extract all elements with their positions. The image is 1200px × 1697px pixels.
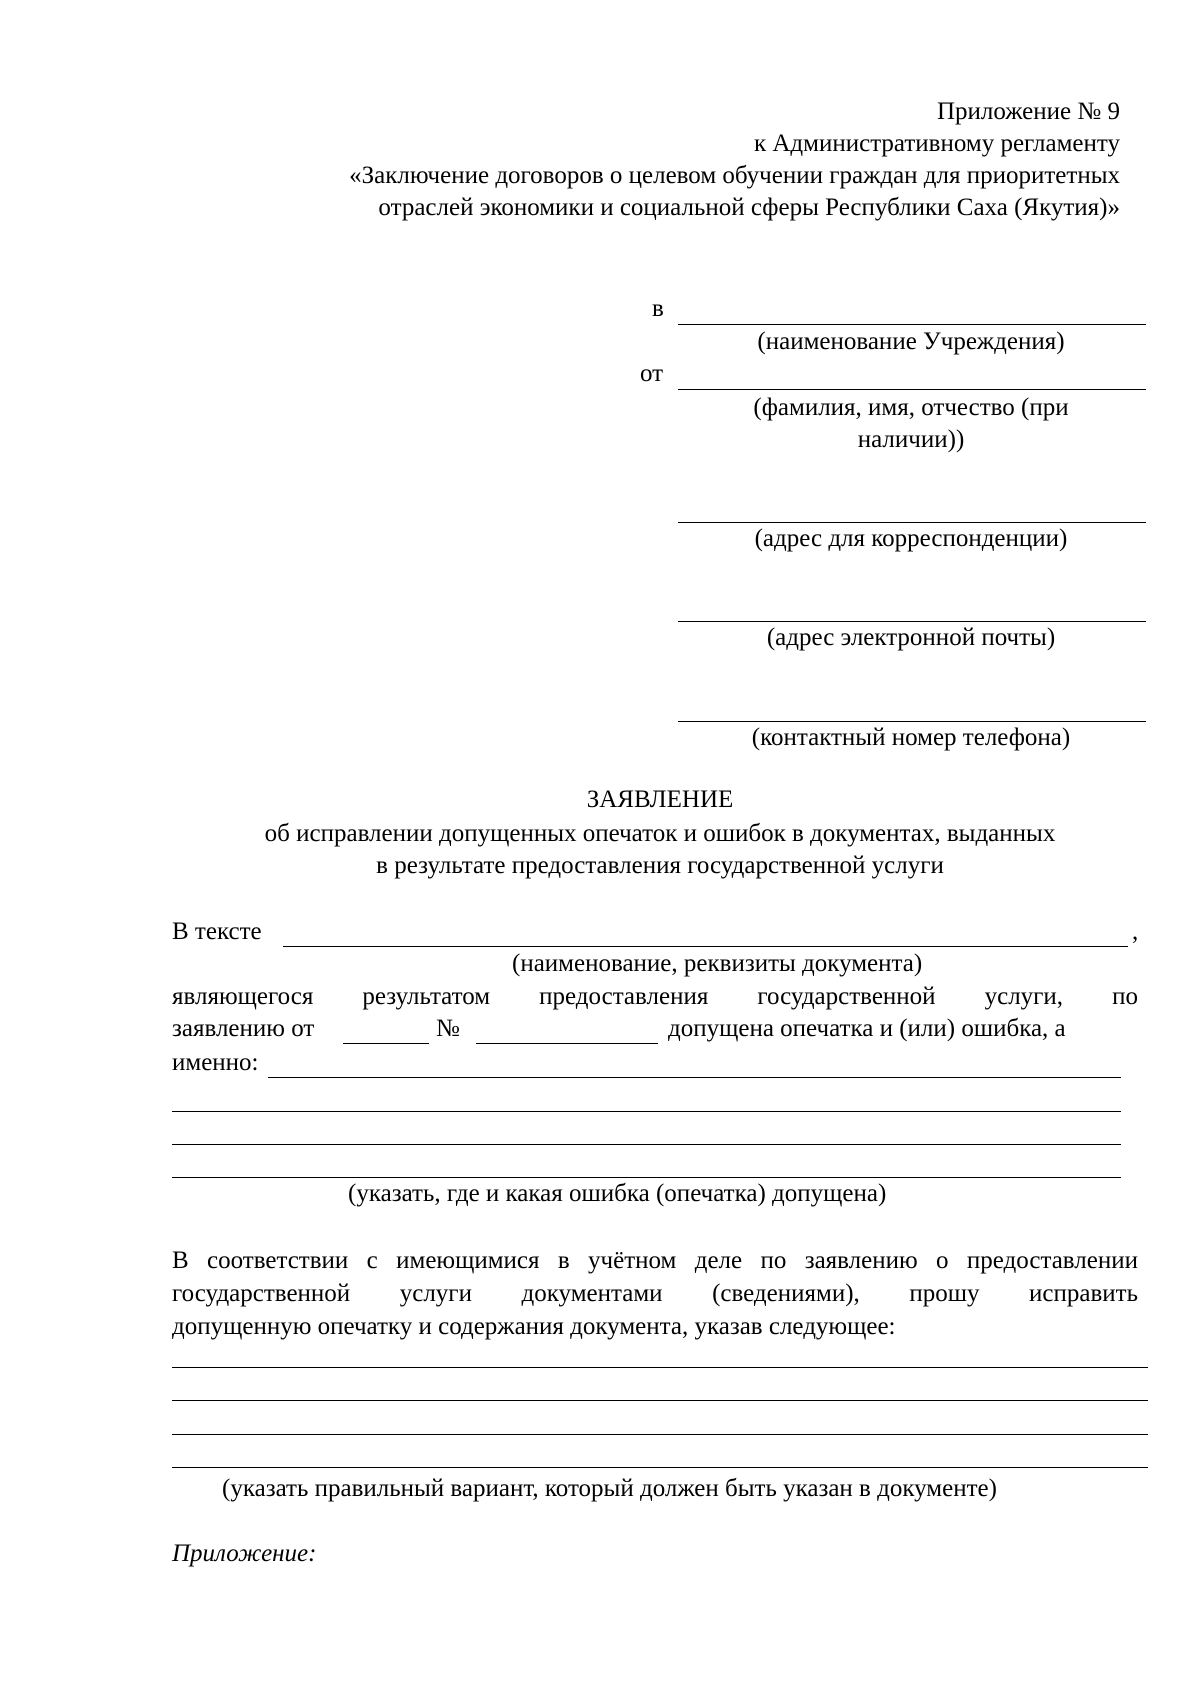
address-caption: (адрес для корреспонденции) [754,525,1068,552]
document-subtitle-line1: об исправлении допущенных опечаток и ошибок в документах, выданных [264,820,1056,847]
error-description-line-2[interactable] [172,1111,1121,1112]
institution-field[interactable] [678,324,1146,325]
regulation-title-line2: отраслей экономики и социальной сферы Республики Саха (Якутия)» [378,194,1120,221]
correction-line-1[interactable] [172,1367,1148,1368]
application-from-label: заявлению от [172,1015,315,1042]
attachment-label: Приложение: [172,1540,317,1567]
request-line1: В соответствии с имеющимися в учётном деле по заявлению о предоставлении [172,1247,1138,1274]
application-number-field[interactable] [476,1043,658,1044]
document-name-caption: (наименование, реквизиты документа) [512,950,923,977]
document-subtitle-line2: в результате предоставления государственной услуги [376,852,944,879]
email-caption: (адрес электронной почты) [766,624,1056,651]
to-prefix: в [652,295,664,322]
correction-line-2[interactable] [172,1400,1148,1401]
regulation-title-line1: «Заключение договоров о целевом обучении граждан для приоритетных [349,162,1120,189]
applicant-name-caption [676,392,1146,456]
applicant-name-caption-line1: (фамилия, имя, отчество (при [753,394,1069,421]
error-made-text: допущена опечатка и (или) ошибка, а [668,1015,1066,1042]
request-line3: допущенную опечатку и содержания документа, указав следующее: [172,1313,896,1340]
error-description-line-1[interactable] [268,1077,1121,1078]
from-prefix: от [640,360,664,387]
institution-caption: (наименование Учреждения) [757,328,1065,355]
namely-label: именно: [172,1049,259,1076]
appendix-number: Приложение № 9 [936,98,1120,125]
error-caption: (указать, где и какая ошибка (опечатка) допущена) [348,1180,887,1207]
request-line2: государственной услуги документами (сведениями), прошу исправить [172,1280,1138,1307]
result-of-service-line: являющегося результатом предоставления государственной услуги, по [172,983,1138,1010]
document-name-field[interactable] [283,946,1128,947]
applicant-name-caption-line2: наличии)) [857,426,965,453]
comma: , [1132,918,1139,945]
correction-caption: (указать правильный вариант, который должен быть указан в документе) [222,1475,997,1502]
in-text-label: В тексте [172,918,262,945]
applicant-name-field[interactable] [678,389,1146,390]
regulation-reference: к Административному регламенту [753,130,1120,157]
error-description-line-3[interactable] [172,1144,1121,1145]
correction-line-3[interactable] [172,1434,1148,1435]
application-date-field[interactable] [343,1043,429,1044]
correction-line-4[interactable] [172,1467,1148,1468]
phone-caption: (контактный номер телефона) [751,724,1071,751]
document-title: ЗАЯВЛЕНИЕ [586,786,734,813]
error-description-line-4[interactable] [172,1177,1121,1178]
number-sign: № [436,1015,460,1042]
appendix-header [349,96,1120,224]
